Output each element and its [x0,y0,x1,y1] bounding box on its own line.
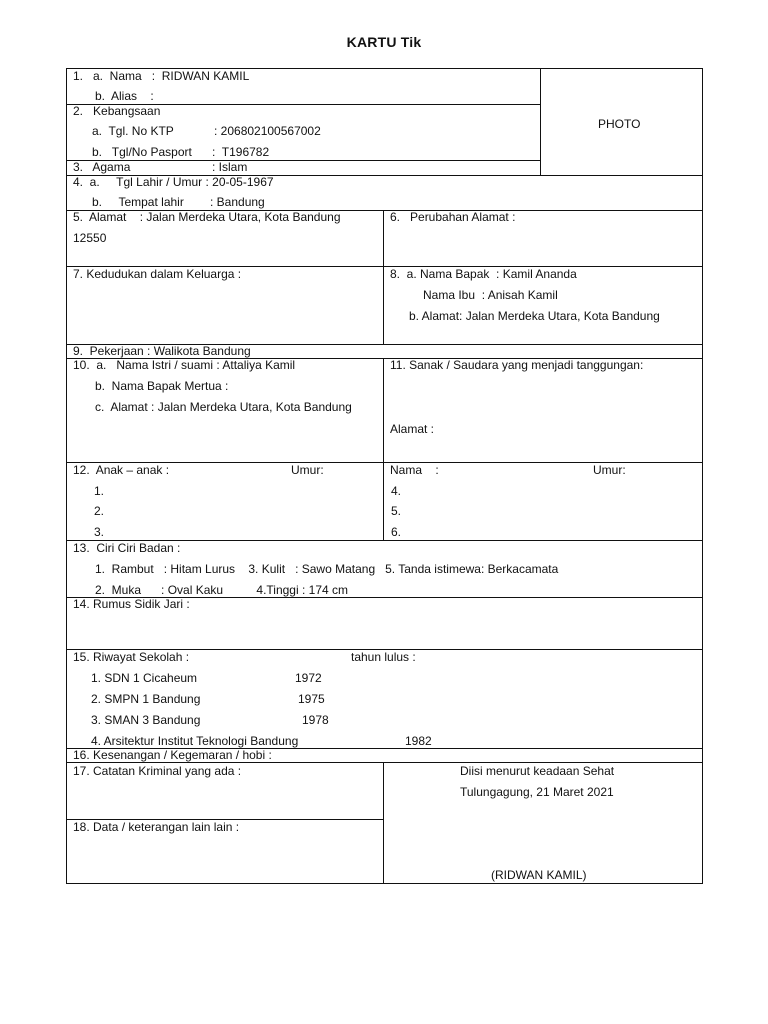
field-ciri-row1: 1. Rambut : Hitam Lurus 3. Kulit : Sawo Matang 5. Tanda istimewa: Berkacamata [95,562,559,576]
field-agama-label: 3. Agama [73,160,131,174]
list-item: 2. [94,504,105,518]
signature-place-date: Tulungagung, 21 Maret 2021 [460,785,614,799]
field-agama-value: : Islam [212,160,248,174]
field-nama-ibu: Nama Ibu : Anisah Kamil [423,288,558,302]
field-alamat-orangtua: b. Alamat: Jalan Merdeka Utara, Kota Bandung [409,309,660,323]
field-sidik-jari: 14. Rumus Sidik Jari : [73,597,190,611]
field-anak-label: 12. Anak – anak : [73,463,170,477]
list-item: 6. [391,525,402,539]
row-divider [66,762,703,763]
signature-name: (RIDWAN KAMIL) [491,868,587,882]
field-tempat-lahir-label: b. Tempat lahir [92,195,184,209]
field-alias: b. Alias : [95,89,154,103]
field-keterangan-lain: 18. Data / keterangan lain lain : [73,820,240,834]
field-ciri-row2: 2. Muka : Oval Kaku 4.Tinggi : 174 cm [95,583,348,597]
field-tgl-lahir: 4. a. Tgl Lahir / Umur : 20-05-1967 [73,175,274,189]
field-nama: 1. a. Nama : RIDWAN KAMIL [73,69,250,83]
school-name: 4. Arsitektur Institut Teknologi Bandung [91,734,299,748]
field-alamat-sanak: Alamat : [390,422,435,436]
field-hobi: 16. Kesenangan / Kegemaran / hobi : [73,748,272,762]
field-nama-istri: 10. a. Nama Istri / suami : Attaliya Kamil [73,358,296,372]
field-ktp-label: a. Tgl. No KTP [92,124,174,138]
field-anak-umur-left: Umur: [291,463,324,477]
field-sanak-saudara: 11. Sanak / Saudara yang menjadi tanggungan: [390,358,644,372]
field-tempat-lahir-value: : Bandung [210,195,265,209]
frame-bottom-line [66,883,703,884]
school-year: 1982 [405,734,432,748]
field-alamat: 5. Alamat : Jalan Merdeka Utara, Kota Bandung [73,210,341,224]
field-kebangsaan: 2. Kebangsaan [73,104,161,118]
field-alamat-istri: c. Alamat : Jalan Merdeka Utara, Kota Bandung [95,400,352,414]
field-ktp-value: : 206802100567002 [214,124,321,138]
photo-placeholder: PHOTO [598,117,641,131]
field-alamat-kodepos: 12550 [73,231,107,245]
row-divider [66,160,540,161]
list-item: 1. [94,484,105,498]
school-name: 3. SMAN 3 Bandung [91,713,201,727]
field-perubahan-alamat: 6. Perubahan Alamat : [390,210,516,224]
field-catatan-kriminal: 17. Catatan Kriminal yang ada : [73,764,242,778]
school-name: 2. SMPN 1 Bandung [91,692,201,706]
list-item: 3. [94,525,105,539]
field-nama-bapak: 8. a. Nama Bapak : Kamil Ananda [390,267,577,281]
column-divider [383,762,384,884]
school-year: 1975 [298,692,325,706]
field-anak-umur-right: Umur: [593,463,626,477]
photo-box-divider [540,68,541,176]
form-title: KARTU Tik [346,34,422,50]
school-name: 1. SDN 1 Cicaheum [91,671,198,685]
field-riwayat-sekolah: 15. Riwayat Sekolah : [73,650,190,664]
signature-statement: Diisi menurut keadaan Sehat [460,764,615,778]
field-pekerjaan: 9. Pekerjaan : Walikota Bandung [73,344,251,358]
field-bapak-mertua: b. Nama Bapak Mertua : [95,379,229,393]
field-tahun-lulus-label: tahun lulus : [351,650,416,664]
list-item: 5. [391,504,402,518]
field-kedudukan-keluarga: 7. Kedudukan dalam Keluarga : [73,267,242,281]
field-paspor-value: : T196782 [212,145,270,159]
column-divider [383,210,384,345]
field-paspor-label: b. Tgl/No Pasport [92,145,192,159]
column-divider [383,358,384,541]
field-ciri-badan: 13. Ciri Ciri Badan : [73,541,181,555]
school-year: 1978 [302,713,329,727]
school-year: 1972 [295,671,322,685]
field-anak-nama-right: Nama : [390,463,439,477]
list-item: 4. [391,484,402,498]
